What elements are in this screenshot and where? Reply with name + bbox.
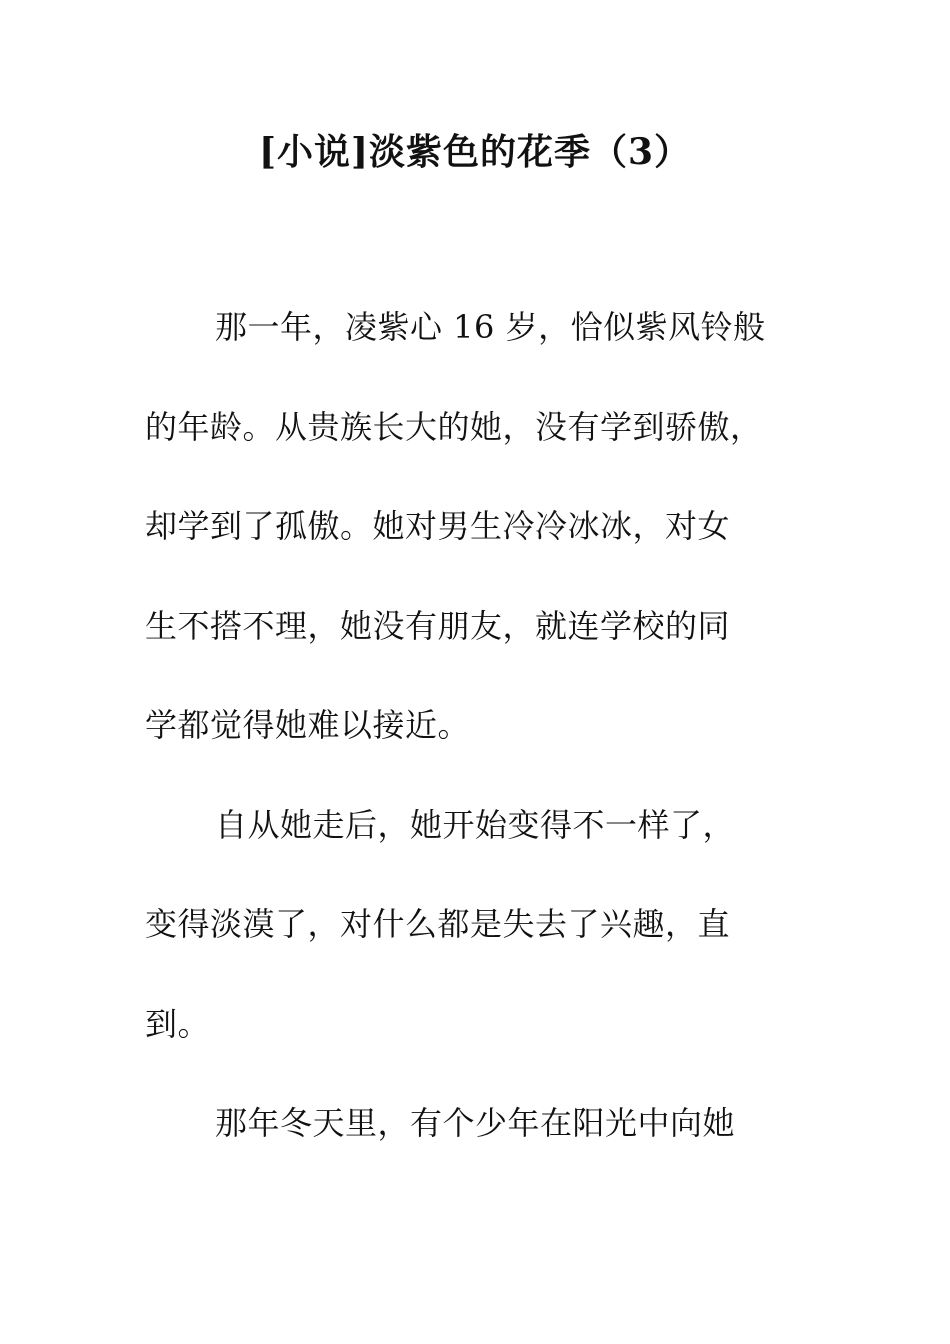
text-line: 那年冬天里，有个少年在阳光中向她 [215, 1104, 736, 1142]
document-title: [小说]淡紫色的花季（3） [258, 131, 692, 173]
text-line: 到。 [145, 1004, 211, 1043]
text-line: 却学到了孤傲。她对男生冷冷冰冰，对女 [145, 507, 731, 545]
document-body [145, 299, 805, 1195]
text-line: 生不搭不理，她没有朋友，就连学校的同 [145, 606, 731, 645]
text-line: 的年龄。从贵族长大的她，没有学到骄傲， [145, 407, 763, 446]
text-line: 那一年，凌紫心 16 岁，恰似紫风铃般 [215, 308, 766, 346]
text-line: 变得淡漠了，对什么都是失去了兴趣，直 [145, 905, 731, 943]
text-line: 自从她走后，她开始变得不一样了， [215, 805, 736, 844]
text-line: 学都觉得她难以接近。 [145, 706, 471, 744]
